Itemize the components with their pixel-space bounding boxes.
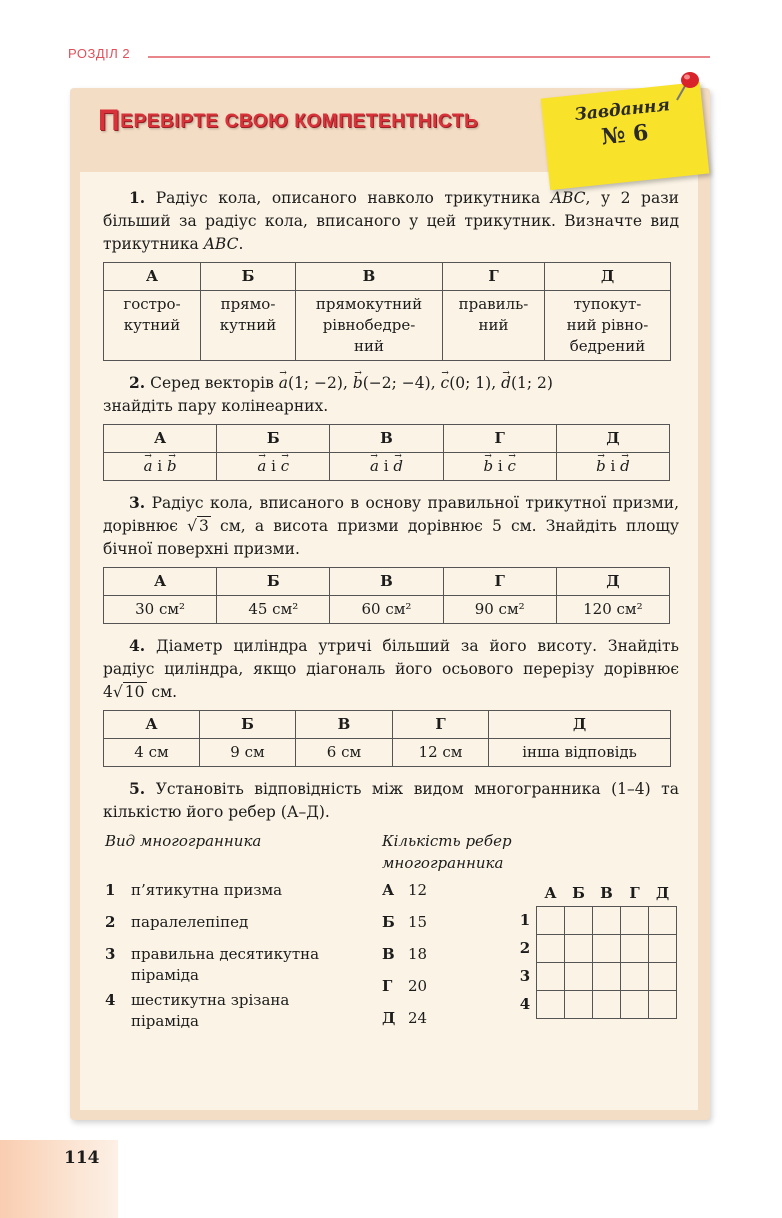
grid-cell[interactable] <box>649 907 677 935</box>
grid-cell[interactable] <box>649 963 677 991</box>
option-label: Г <box>443 425 556 453</box>
answer-table-2 <box>103 424 670 481</box>
option-value: тупокут- ний рівно- бедрений <box>545 291 671 361</box>
task-title: Завдання <box>573 95 671 126</box>
option-value: 24 <box>408 1009 428 1027</box>
question-number: 2. <box>129 373 146 392</box>
vector-symbol: → d <box>393 456 403 477</box>
question-5 <box>103 777 679 824</box>
option-label: А <box>104 711 200 739</box>
edges-column-heading <box>382 830 512 874</box>
option-letter: Г <box>382 977 393 995</box>
conjunction: і <box>497 457 503 475</box>
option-label: Д <box>545 263 671 291</box>
grid-cell[interactable] <box>537 991 565 1019</box>
option-value <box>556 453 669 481</box>
item-number: 4 <box>105 991 116 1009</box>
option-label: Б <box>200 711 296 739</box>
question-text: , у 2 рази більший за радіус кола, вписаного у цей трикутник. Визначте вид трикутника <box>103 189 679 253</box>
grid-row-label: 3 <box>519 967 531 985</box>
option-value: 120 см² <box>556 596 669 624</box>
option-value: 6 см <box>296 739 393 767</box>
page-number: 114 <box>64 1148 100 1168</box>
option-label: Г <box>443 568 556 596</box>
option-value: прямокутний рівнобедре- ний <box>296 291 443 361</box>
option-value <box>443 453 556 481</box>
option-letter: Б <box>382 913 395 931</box>
question-2 <box>103 371 679 418</box>
question-number: 4. <box>129 636 146 655</box>
edge-count-option <box>382 976 427 997</box>
edge-count-option <box>382 1008 427 1029</box>
root-coefficient: 4 <box>103 683 113 701</box>
heading-text: ЕРЕВІРТЕ СВОЮ КОМПЕТЕНТНІСТЬ <box>120 111 479 132</box>
option-value: 12 <box>408 881 428 899</box>
grid-row-label: 4 <box>519 995 531 1013</box>
answer-table-4 <box>103 710 671 767</box>
option-value <box>217 453 330 481</box>
grid-column-label: В <box>600 883 613 902</box>
triangle-name: ABC <box>203 235 239 253</box>
answer-table-3 <box>103 567 670 624</box>
vector-d: → d <box>501 372 511 395</box>
option-label: Б <box>217 425 330 453</box>
grid-row-label: 1 <box>519 911 531 929</box>
conjunction: і <box>271 457 276 475</box>
vector-coords: (0; 1), <box>449 374 502 392</box>
option-label: Г <box>443 263 545 291</box>
question-number: 5. <box>129 779 146 798</box>
option-label: Г <box>393 711 489 739</box>
option-letter: Д <box>382 1009 396 1027</box>
square-root: √ 3 <box>187 517 209 535</box>
option-label: А <box>104 568 217 596</box>
item-number: 1 <box>105 881 116 899</box>
grid-cell[interactable] <box>593 935 621 963</box>
question-4 <box>103 634 679 704</box>
grid-column-label: Б <box>572 883 585 902</box>
grid-cell[interactable] <box>537 935 565 963</box>
grid-cell[interactable] <box>565 907 593 935</box>
questions <box>103 186 679 1038</box>
option-value: 12 см <box>393 739 489 767</box>
heading-initial: П <box>98 104 121 137</box>
option-value <box>330 453 443 481</box>
page-corner-decoration <box>0 1140 118 1218</box>
vector-b: → b <box>353 372 363 395</box>
grid-column-label: Г <box>629 883 640 902</box>
root-argument: 3 <box>199 517 209 535</box>
edge-count-option <box>382 944 427 965</box>
question-text: Серед векторів <box>145 374 279 392</box>
polyhedron-column-heading: Вид многогранника <box>105 832 262 850</box>
option-label: Д <box>556 568 669 596</box>
vector-c: → c <box>441 372 450 395</box>
option-label: А <box>104 425 217 453</box>
option-label: Б <box>201 263 296 291</box>
question-text: см, а висота призми дорівнює 5 см. Знайдіть площу бічної поверхні призми. <box>103 517 680 558</box>
task-number: № 6 <box>600 119 650 151</box>
option-value: гостро- кутний <box>104 291 201 361</box>
question-text: см. <box>146 683 178 701</box>
grid-cell[interactable] <box>565 991 593 1019</box>
vector-symbol: → b <box>167 456 177 477</box>
option-value: 15 <box>408 913 428 931</box>
push-pin-icon <box>668 66 702 106</box>
vector-symbol: → c <box>507 456 515 477</box>
question-1 <box>103 186 679 256</box>
edge-count-option <box>382 912 427 933</box>
grid-cell[interactable] <box>621 991 649 1019</box>
grid-row-label: 2 <box>519 939 531 957</box>
option-value: 90 см² <box>443 596 556 624</box>
item-number: 3 <box>105 945 116 963</box>
grid-cell[interactable] <box>621 935 649 963</box>
answer-grid <box>514 880 677 1019</box>
option-label: Д <box>556 425 669 453</box>
vector-symbol: → d <box>620 456 630 477</box>
question-number: 3. <box>129 493 146 512</box>
option-label: Д <box>489 711 671 739</box>
polyhedron-item <box>105 944 319 986</box>
option-value: інша відповідь <box>489 739 671 767</box>
question-text: Діаметр циліндра утричі більший за його висоту. Знайдіть радіус циліндра, якщо діагональ його осьового перерізу дорівнює <box>103 637 679 678</box>
vector-symbol: → a <box>257 456 266 477</box>
heading-line: многогранника <box>382 854 504 872</box>
option-value: 30 см² <box>104 596 217 624</box>
grid-cell[interactable] <box>621 963 649 991</box>
question-text: Установіть відповідність між видом многогранника (1–4) та кількістю його ребер (А–Д). <box>103 780 679 821</box>
option-label: А <box>104 263 201 291</box>
option-label: В <box>296 263 443 291</box>
option-value: правиль- ний <box>443 291 545 361</box>
option-label: В <box>296 711 393 739</box>
grid-column-label: Д <box>655 883 670 902</box>
option-value: прямо- кутний <box>201 291 296 361</box>
polyhedron-item <box>105 990 289 1032</box>
vector-coords: (1; 2) <box>511 374 553 392</box>
item-text: п’ятикутна призма <box>131 881 283 899</box>
option-label: Б <box>217 568 330 596</box>
option-value: 60 см² <box>330 596 443 624</box>
vector-symbol: → c <box>281 456 289 477</box>
conjunction: і <box>610 457 616 475</box>
grid-cell[interactable] <box>593 907 621 935</box>
grid-cell[interactable] <box>593 991 621 1019</box>
vector-symbol: → b <box>596 456 606 477</box>
grid-cell[interactable] <box>649 935 677 963</box>
item-text: шестикутна зрізана піраміда <box>131 991 290 1030</box>
edge-count-option <box>382 880 427 901</box>
question-text: знайдіть пару колінеарних. <box>103 397 329 415</box>
grid-cell[interactable] <box>565 935 593 963</box>
grid-corner <box>514 880 537 907</box>
section-divider <box>148 56 710 58</box>
vector-symbol: → a <box>370 456 379 477</box>
option-value: 4 см <box>104 739 200 767</box>
grid-cell[interactable] <box>621 907 649 935</box>
option-value <box>104 453 217 481</box>
vector-symbol: → a <box>144 456 153 477</box>
option-value: 18 <box>408 945 428 963</box>
root-argument: 10 <box>124 683 145 701</box>
grid-cell[interactable] <box>537 963 565 991</box>
grid-column-label: А <box>544 883 557 902</box>
option-letter: В <box>382 945 395 963</box>
option-label: В <box>330 425 443 453</box>
vector-coords: (−2; −4), <box>362 374 441 392</box>
grid-cell[interactable] <box>537 907 565 935</box>
option-label: В <box>330 568 443 596</box>
triangle-name: ABC <box>550 189 586 207</box>
question-3 <box>103 491 679 561</box>
question-number: 1. <box>129 188 146 207</box>
matching-section <box>103 828 679 1038</box>
heading-line: Кількість ребер <box>382 832 512 850</box>
panel-heading <box>98 104 478 138</box>
item-number: 2 <box>105 913 116 931</box>
vector-symbol: → b <box>483 456 493 477</box>
conjunction: і <box>157 457 163 475</box>
answer-table-1 <box>103 262 671 361</box>
vector-a: → a <box>279 372 288 395</box>
polyhedron-item <box>105 912 248 933</box>
grid-cell[interactable] <box>593 963 621 991</box>
vector-coords: (1; −2), <box>288 374 353 392</box>
option-value: 45 см² <box>217 596 330 624</box>
item-text: правильна десятикутна піраміда <box>131 945 320 984</box>
section-label: РОЗДІЛ 2 <box>68 46 131 61</box>
conjunction: і <box>383 457 389 475</box>
option-value: 20 <box>408 977 428 995</box>
polyhedron-item <box>105 880 282 901</box>
option-value: 9 см <box>200 739 296 767</box>
question-text: Радіус кола, вписаного в основу правильної трикутної призми, дорівнює <box>103 494 679 535</box>
question-text: . <box>238 235 244 253</box>
item-text: паралелепіпед <box>131 913 249 931</box>
grid-cell[interactable] <box>649 991 677 1019</box>
question-text: Радіус кола, описаного навколо трикутника <box>145 189 551 207</box>
square-root: 4√ 10 <box>103 683 145 701</box>
option-letter: А <box>382 881 395 899</box>
grid-cell[interactable] <box>565 963 593 991</box>
